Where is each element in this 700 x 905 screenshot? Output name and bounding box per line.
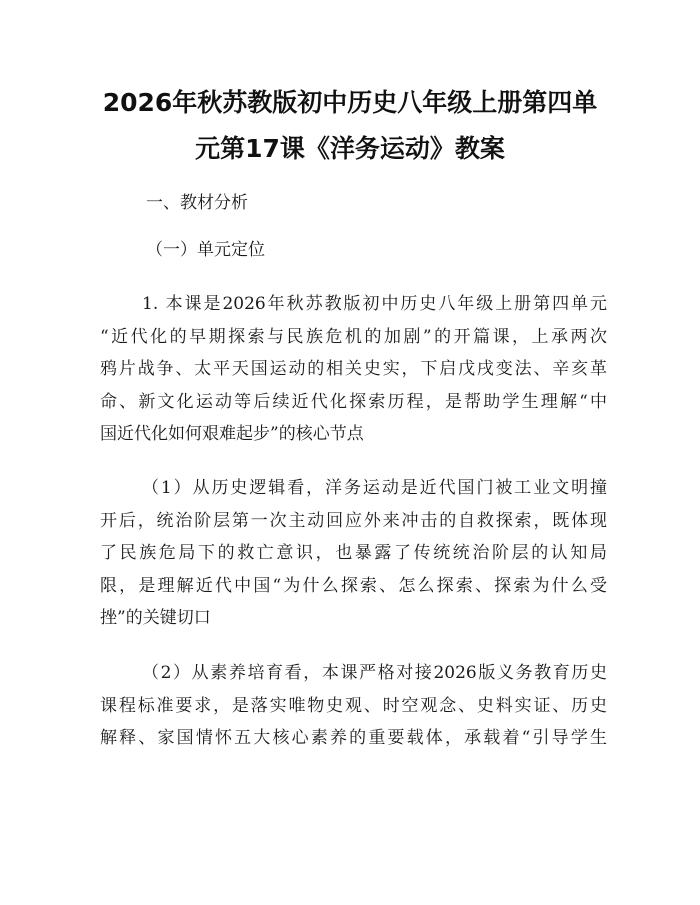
paragraph-literacy-cultivation — [100, 657, 607, 755]
paragraph-line: 解释、家国情怀五大核心素养的重要载体，承载着“引导学生 — [100, 728, 607, 748]
paragraph-line: 1. 本课是2026年秋苏教版初中历史八年级上册第四单元 — [142, 294, 607, 314]
paragraph-line: 鸦片战争、太平天国运动的相关史实，下启戊戌变法、辛亥革 — [100, 359, 607, 379]
paragraph-line: 国近代化如何艰难起步”的核心节点 — [100, 424, 364, 444]
document-title-line-1: 2026年秋苏教版初中历史八年级上册第四单 — [102, 88, 598, 117]
document-title-line-2: 元第17课《洋务运动》教案 — [195, 134, 505, 163]
subsection-heading: （一）单元定位 — [146, 240, 265, 260]
paragraph-line: 开后，统治阶层第一次主动回应外来冲击的自救探索，既体现 — [100, 510, 607, 531]
paragraph-line: （1）从历史逻辑看，洋务运动是近代国门被工业文明撞 — [142, 478, 607, 498]
paragraph-line: 挫”的关键切口 — [100, 608, 211, 628]
paragraph-line: 了民族危局下的救亡意识，也暴露了传统统治阶层的认知局 — [100, 543, 607, 563]
section-heading: 一、教材分析 — [146, 193, 248, 213]
paragraph-line: 课程标准要求，是落实唯物史观、时空观念、史料实证、历史 — [100, 695, 607, 716]
paragraph-line: 命、新文化运动等后续近代化探索历程，是帮助学生理解“中 — [100, 391, 607, 412]
paragraph-line: （2）从素养培育看，本课严格对接2026版义务教育历史 — [142, 663, 607, 683]
paragraph-historical-logic — [100, 472, 607, 635]
paragraph-unit-position — [100, 288, 607, 451]
paragraph-line: “近代化的早期探索与民族危机的加剧”的开篇课，上承两次 — [100, 326, 607, 347]
paragraph-line: 限，是理解近代中国“为什么探索、怎么探索、探索为什么受 — [100, 575, 607, 596]
